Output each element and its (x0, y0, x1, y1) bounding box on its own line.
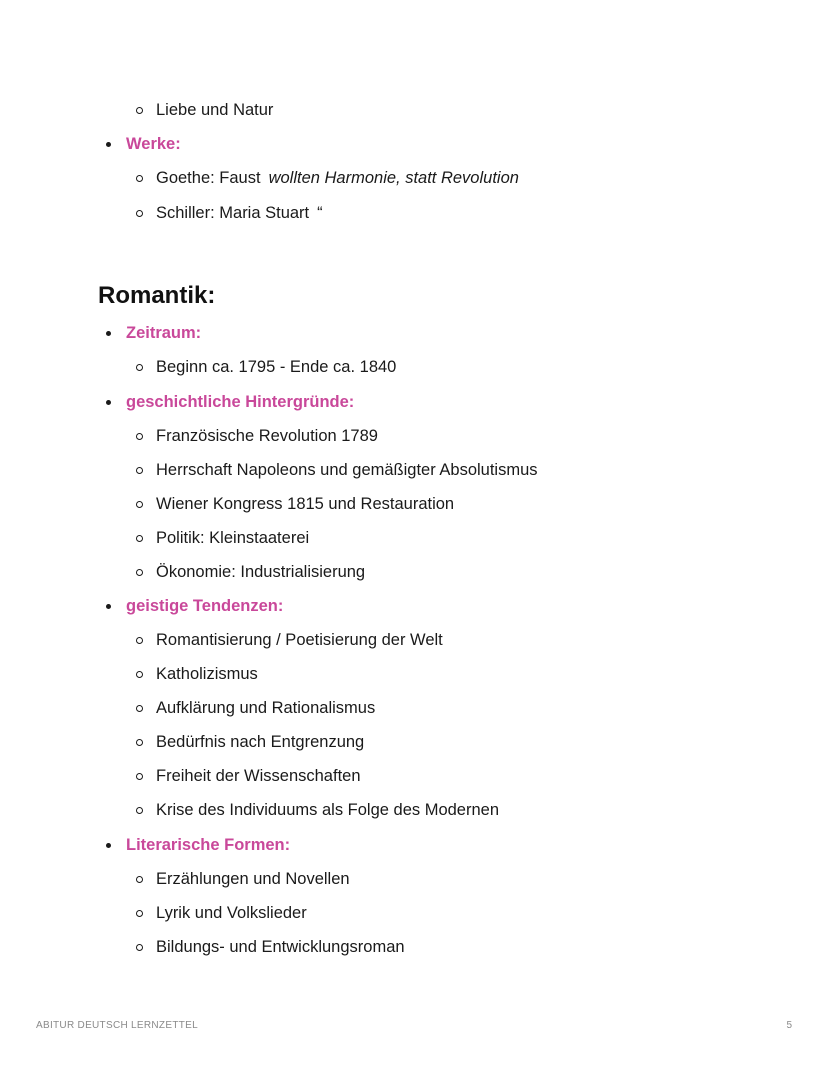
circle-bullet-icon (136, 876, 143, 883)
circle-bullet-icon (136, 107, 143, 114)
list-item-text: Französische Revolution 1789 (156, 427, 378, 445)
disc-bullet-icon (106, 400, 111, 405)
circle-bullet-icon (136, 807, 143, 814)
circle-bullet-icon (136, 569, 143, 576)
list-item-text: Aufklärung und Rationalismus (156, 699, 376, 717)
circle-bullet-icon (136, 210, 143, 217)
list-item-text: Krise des Individuums als Folge des Modernen (156, 801, 500, 819)
circle-bullet-icon (136, 364, 143, 371)
category-label-formen: Literarische Formen: (126, 836, 291, 854)
category-label-zeitraum: Zeitraum: (126, 324, 202, 342)
disc-bullet-icon (106, 604, 111, 609)
disc-bullet-icon (106, 843, 111, 848)
category-label-hintergruende: geschichtliche Hintergründe: (126, 393, 355, 411)
list-item-text: Bildungs- und Entwicklungsroman (156, 938, 405, 956)
circle-bullet-icon (136, 739, 143, 746)
footer-title: ABITUR DEUTSCH LERNZETTEL (36, 1020, 198, 1031)
list-item-text: Liebe und Natur (156, 101, 274, 119)
circle-bullet-icon (136, 910, 143, 917)
circle-bullet-icon (136, 671, 143, 678)
disc-bullet-icon (106, 142, 111, 147)
circle-bullet-icon (136, 637, 143, 644)
list-item-text: Politik: Kleinstaaterei (156, 529, 310, 547)
circle-bullet-icon (136, 705, 143, 712)
disc-bullet-icon (106, 331, 111, 336)
category-label-werke: Werke: (126, 135, 181, 153)
list-item-text: Herrschaft Napoleons und gemäßigter Absolutismus (156, 461, 538, 479)
list-item-text: Goethe: Faust (156, 169, 261, 187)
page-number: 5 (786, 1020, 792, 1031)
list-item-text: Lyrik und Volkslieder (156, 904, 307, 922)
section-heading-romantik: Romantik: (98, 282, 216, 309)
ditto-mark: “ (317, 204, 323, 222)
list-item-text: Erzählungen und Novellen (156, 870, 350, 888)
circle-bullet-icon (136, 501, 143, 508)
circle-bullet-icon (136, 944, 143, 951)
list-item-text: Schiller: Maria Stuart (156, 204, 310, 222)
circle-bullet-icon (136, 535, 143, 542)
circle-bullet-icon (136, 467, 143, 474)
list-item-text: Katholizismus (156, 665, 258, 683)
circle-bullet-icon (136, 175, 143, 182)
list-item-text: Bedürfnis nach Entgrenzung (156, 733, 365, 751)
list-item-text: Ökonomie: Industrialisierung (156, 563, 366, 581)
list-item-text: Freiheit der Wissenschaften (156, 767, 361, 785)
list-item-text: Wiener Kongress 1815 und Restauration (156, 495, 455, 513)
circle-bullet-icon (136, 433, 143, 440)
list-item-text: Beginn ca. 1795 - Ende ca. 1840 (156, 358, 397, 376)
annotation-note: wollten Harmonie, statt Revolution (268, 169, 519, 187)
category-label-tendenzen: geistige Tendenzen: (126, 597, 284, 615)
list-item-text: Romantisierung / Poetisierung der Welt (156, 631, 443, 649)
circle-bullet-icon (136, 773, 143, 780)
